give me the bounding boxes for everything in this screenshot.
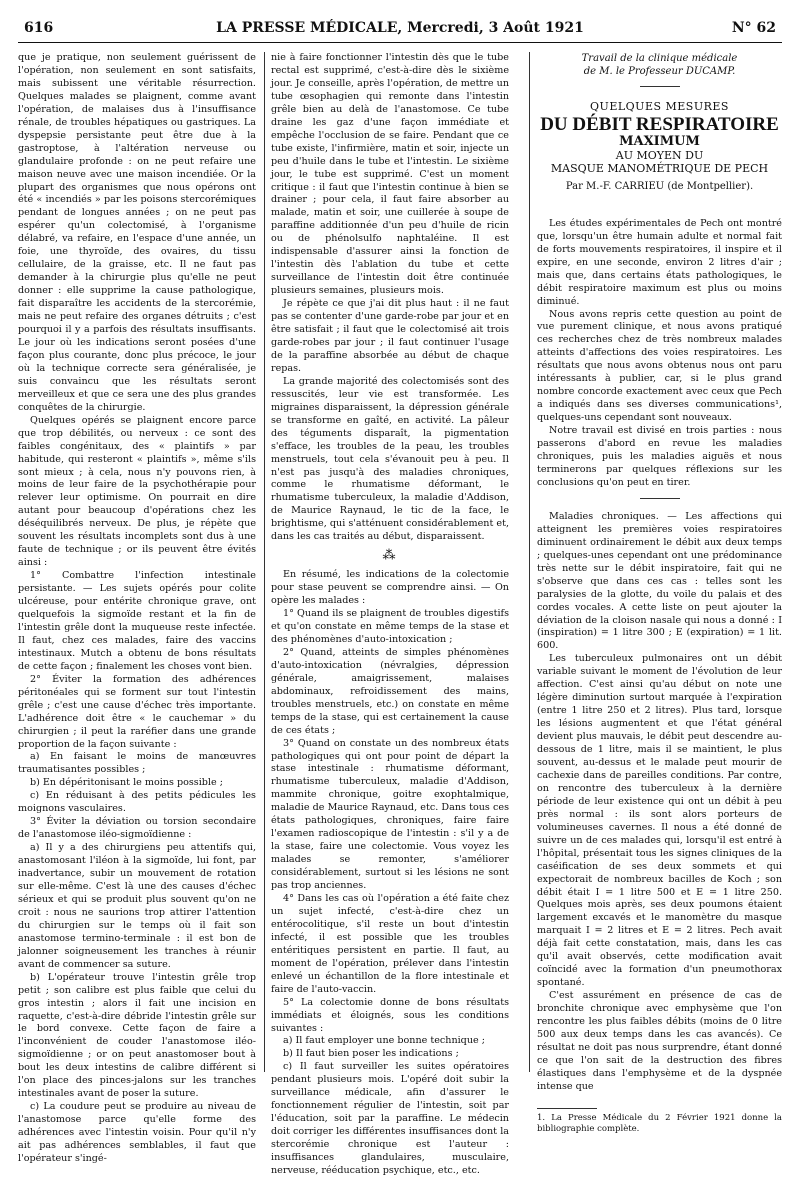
paragraph: Nous avons repris cette question au point de vue purement clinique, et nous avons pratiqué ces recherches chez de très nombreux malades atteints d'affections des voies respiratoires. Les résultats que nous avons obtenus nous ont paru intéressants à publier, car, si le plus grand nombre concorde exactement avec ceux que Pech a indiqués dans ses diverses communications¹, quelques-uns cependant sont nouveaux. <box>537 308 782 424</box>
paragraph: 2° Quand, atteints de simples phénomènes d'auto-intoxication (névralgies, dépression générale, amaigrissement, malaises abdominaux, refroidissement des mains, troubles menstruels, etc.) on constate en même temps de la stase, qui est certainement la cause de ces états ; <box>271 646 509 736</box>
article-title-3: AU MOYEN DU <box>615 148 704 162</box>
paragraph: La grande majorité des colectomisés sont des ressuscités, leur vie est transformée. Les migraines disparaissent, la dépression générale se transforme en gaîté, en activité. La pâleur des téguments disparaît, la pigmentation s'efface, les troubles de la peau, les troubles menstruels, tout cela s'évanouit peu à peu. Il n'est pas jusqu'à des maladies chroniques, comme le rhumatisme déformant, le rhumatisme tuberculeux, la maladie d'Addison, de Maurice Raynaud, le tic de la face, le brightisme, qui s'atténuent considérablement et, dans les cas traités au début, disparaissent. <box>271 375 509 543</box>
paragraph: En résumé, les indications de la colectomie pour stase peuvent se comprendre ainsi. — On opère les malades : <box>271 569 509 607</box>
paragraph: a) Il faut employer une bonne technique ; <box>283 1035 485 1047</box>
footnote: 1. La Presse Médicale du 2 Février 1921 donne la bibliographie complète. <box>537 1112 782 1134</box>
paragraph: Notre travail est divisé en trois parties : nous passerons d'abord en revue les maladies chroniques, puis les maladies aiguës et nous terminerons par quelques réflexions sur les conclusions qu'on peut en tirer. <box>537 425 782 488</box>
column-3 <box>537 52 782 1135</box>
paragraph: Je répète ce que j'ai dit plus haut : il ne faut pas se contenter d'une garde-robe par jour et en être satisfait ; il faut que le colectomisé ait trois garde-robes par jour ; il faut continuer l'usage de la paraffine absorbée au début de chaque repas. <box>271 298 509 374</box>
paragraph: 5° La colectomie donne de bons résultats immédiats et éloignés, sous les conditions suivantes : <box>271 996 509 1034</box>
paragraph: 1° Quand ils se plaignent de troubles digestifs et qu'on constate en même temps de la stase et des phénomènes d'auto-intoxication ; <box>271 608 509 645</box>
article-subtitle: QUELQUES MESURES <box>590 100 729 113</box>
column-1 <box>18 52 256 1166</box>
paragraph: b) En dépéritonisant le moins possible ; <box>30 777 223 789</box>
clinic-credit: Travail de la clinique médicale <box>581 53 738 64</box>
paragraph: 4° Dans les cas où l'opération a été faite chez un sujet infecté, c'est-à-dire chez un entérocolitique, s'il reste un bout d'intestin infecté, il est possible que les troubles entéritiques persistent en partie. Il faut, au moment de l'opération, prélever dans l'intestin enlevé un échantillon de la flore intestinale et faire de l'auto-vaccin. <box>271 893 509 995</box>
article-title-4: MASQUE MANOMÉTRIQUE DE PECH <box>550 161 769 175</box>
clinic-credit: de M. le Professeur DUCAMP. <box>583 66 736 77</box>
journal-title: LA PRESSE MÉDICALE, Mercredi, 3 Août 1921 <box>216 20 584 36</box>
paragraph: 3° Quand on constate un des nombreux états pathologiques qui ont pour point de départ la stase intestinale : rhumatisme déformant, rhumatisme tuberculeux, maladie d'Addison, mammite chronique, goitre exophtalmique, maladie de Maurice Raynaud, etc. Dans tous ces états pathologiques, chroniques, faire faire l'examen radioscopique de l'intestin : s'il y a de la stase, faire une colectomie. Vous voyez les malades se remonter, s'améliorer considérablement, surtout si les lésions ne sont pas trop anciennes. <box>271 737 509 892</box>
paragraph: c) En réduisant à des petits pédicules les moignons vasculaires. <box>18 790 256 815</box>
paragraph: a) Il y a des chirurgiens peu attentifs qui, anastomosant l'iléon à la sigmoïde, lui font, par inadvertance, subir un mouvement de rotation sur elle-même. C'est là une des causes d'échec sérieux et qui se produit plus souvent qu'on ne croit : nous ne saurions trop attirer l'attention du chirurgien sur le temps où il fait son anastomose termino-terminale : il est bon de jalonner soigneusement les tranches à réunir avant de commencer sa suture. <box>18 842 256 970</box>
column-divider <box>264 52 265 1072</box>
paragraph: 1° Combattre l'infection intestinale persistante. — Les sujets opérés pour colite ulcéreuse, pour entérite chronique grave, ont quelquefois la sigmoïde restant et la fin de l'intestin grêle dont la muqueuse reste infectée. Il faut, chez ces malades, faire des vaccins intestinaux. Mutch a obtenu de bons résultats de cette façon ; finalement les choses vont bien. <box>18 570 256 672</box>
paragraph: b) L'opérateur trouve l'intestin grêle trop petit ; son calibre est plus faible que celui du gros intestin ; alors il fait une incision en raquette, c'est-à-dire débride l'intestin grêle sur le bord convexe. Cette façon de faire a l'inconvénient de couder l'anastomose iléo-sigmoïdienne ; or on peut anastomoser bout à bout les deux intestins de calibre différent si l'on place des pinces-jalons sur les tranches intestinales avant de poser la suture. <box>18 971 256 1100</box>
column-2 <box>271 52 509 1178</box>
paragraph: Maladies chroniques. — Les affections qui atteignent les premières voies respiratoires diminuent ordinairement le débit aux deux temps ; quelques-unes cependant ont une prédominance très nette sur le débit inspiratoire, fait qui ne s'observe que dans ces cas : telles sont les paralysies de la glotte, du voile du palais et des cordes vocales. A cette liste on peut ajouter la déviation de la cloison nasale qui nous a donné : I (inspiration) = 1 litre 300 ; E (expiration) = 1 lit. 600. <box>537 510 782 652</box>
paragraph: b) Il faut bien poser les indications ; <box>283 1048 459 1060</box>
paragraph: c) Il faut surveiller les suites opératoires pendant plusieurs mois. L'opéré doit subir la surveillance médicale, afin d'assurer le fonctionnement régulier de l'intestin, soit par l'éducation, soit par la paraffine. Le médecin doit corriger les différentes insuffisances dont la stercorémie chronique est l'auteur : insuffisances glandulaires, musculaire, nerveuse, rééducation psychique, etc., etc. <box>271 1061 509 1177</box>
footnote-divider <box>537 1108 597 1109</box>
issue-number: N° 62 <box>731 20 776 36</box>
column-divider <box>529 52 530 1072</box>
paragraph: nie à faire fonctionner l'intestin dès que le tube rectal est supprimé, c'est-à-dire dès le sixième jour. Je conseille, après l'opération, de mettre un tube œsophagien qui remonte dans l'intestin grêle bien au delà de l'anastomose. Ce tube draine les gaz d'une façon immédiate et empêche l'occlusion de se faire. Pendant que ce tube existe, l'infirmière, matin et soir, injecte un peu d'huile dans le tube et l'intestin. Le sixième jour, le tube est supprimé. C'est un moment critique : il faut que l'intestin continue à bien se drainer ; pour cela, il faut faire absorber au malade, matin et soir, une cuillerée à soupe de paraffine additionnée d'un peu d'huile de ricin ou de phénolsulfo naphtaléine. Il est indispensable d'assurer ainsi la fonction de l'intestin dès l'ablation du tube et cette surveillance de l'intestin doit être continuée plusieurs semaines, plusieurs mois. <box>271 52 509 297</box>
paragraph: Quelques opérés se plaignent encore parce que trop débilités, ou nerveux : ce sont des faibles congénitaux, des « plaintifs » par habitude, qui resteront « plaintifs », même s'ils sont mieux ; à cela, nous n'y pouvons rien, à moins de leur faire de la psychothérapie pour relever leur optimisme. On pourrait en dire autant pour beaucoup d'opérations chez les déséquilibrés nerveux. De plus, je répète que souvent les résultats incomplets sont dus à une faute de technique ; or ils peuvent être évités ainsi : <box>18 414 256 569</box>
paragraph: C'est assurément en présence de cas de bronchite chronique avec emphysème que l'on rencontre les plus faibles débits (moins de 0 litre 500 aux deux temps dans les cas avancés). Ce résultat ne doit pas nous surprendre, étant donné ce que l'on sait de la destruction des fibres élastiques dans l'emphysème et de la dyspnée intense que <box>537 990 782 1092</box>
paragraph: a) En faisant le moins de manœuvres traumatisantes possibles ; <box>18 751 256 776</box>
page-header <box>18 14 782 43</box>
paragraph: Les études expérimentales de Pech ont montré que, lorsqu'un être humain adulte et normal fait de forts mouvements respiratoires, il inspire et il expire, en une seconde, environ 2 litres d'air ; mais que, dans certains états pathologiques, le débit respiratoire maximum est plus ou moins diminué. <box>537 217 782 307</box>
paragraph: Les tuberculeux pulmonaires ont un débit variable suivant le moment de l'évolution de leur affection. C'est ainsi qu'au début on note une légère diminution surtout marquée à l'expiration (entre 1 litre 250 et 2 litres). Plus tard, lorsque les lésions augmentent et que l'état général devient plus mauvais, le débit peut descendre au-dessous de 1 litre, mais il se maintient, le plus souvent, au-dessus et le malade peut mourir de cachexie dans de pareilles conditions. Par contre, on rencontre des tuberculeux à la dernière période de leur existence qui ont un débit à peu près normal : ils sont alors porteurs de volumineuses cavernes. Il nous a été donné de suivre un de ces malades qui, lorsqu'il est entré à l'hôpital, présentait tous les signes cliniques de la caséification de ses deux sommets et qui expectorait de nombreux bacilles de Koch ; son débit était I = 1 litre 500 et E = 1 litre 250. Quelques mois après, ses deux poumons étaient largement excavés et le manomètre du masque marquait I = 2 litres et E = 2 litres. Pech avait déjà fait cette constatation, mais, dans les cas qu'il avait observés, cette modification avait coïncidé avec la formation d'un pneumothorax spontané. <box>537 653 782 989</box>
divider <box>640 86 680 87</box>
paragraph: 2° Éviter la formation des adhérences péritonéales qui se forment sur tout l'intestin grêle ; c'est une cause d'échec très importante. L'adhérence doit être « le cauchemar » du chirurgien ; il peut la raréfier dans une grande proportion de la façon suivante : <box>18 673 256 750</box>
article-title: DU DÉBIT RESPIRATOIRE <box>540 113 779 135</box>
paragraph: 3° Éviter la déviation ou torsion secondaire de l'anastomose iléo-sigmoïdienne : <box>18 816 256 841</box>
byline: Par M.-F. CARRIEU (de Montpellier). <box>565 180 754 192</box>
paragraph: c) La coudure peut se produire au niveau de l'anastomose parce qu'elle forme des adhérences avec l'intestin voisin. Pour qu'il n'y ait pas adhérences semblables, il faut que l'opérateur s'ingé- <box>18 1101 256 1165</box>
section-separator: ⁂ <box>382 548 398 564</box>
page-number: 616 <box>24 20 54 36</box>
divider <box>640 498 680 499</box>
article-title-2: MAXIMUM <box>619 133 700 149</box>
paragraph: que je pratique, non seulement guérissent de l'opération, non seulement en sont satisfaits, mais subissent une véritable résurrection. Quelques malades se plaignent, comme avant l'opération, de malaises dus à l'insuffisance rénale, de troubles hépatiques ou gastriques. La dyspepsie persistante peut être due à la gastroptose, à l'altération nerveuse ou glandulaire profonde : on ne peut refaire une maison neuve avec une maison incendiée. Or la plupart des organismes que nous opérons ont été « incendiés » par les poisons stercorémiques pendant de longues années ; on ne peut pas espérer qu'un colectomisé, à l'organisme délabré, va refaire, en l'espace d'une année, un foie, une thyroïde, des ovaires, du tissu cellulaire, de la graisse, etc. Il ne faut pas demander à la chirurgie plus qu'elle ne peut donner : elle supprime la cause pathologique, fait disparaître les accidents de la stercorémie, mais ne peut refaire des organes détruits ; c'est pourquoi il y a parfois des résultats insuffisants. Le jour où les indications seront posées d'une façon plus courante, donc plus précoce, le jour où la technique correcte sera généralisée, je suis convaincu que les résultats seront merveilleux et que ce sera une des plus grandes conquêtes de la chirurgie. <box>18 52 256 413</box>
